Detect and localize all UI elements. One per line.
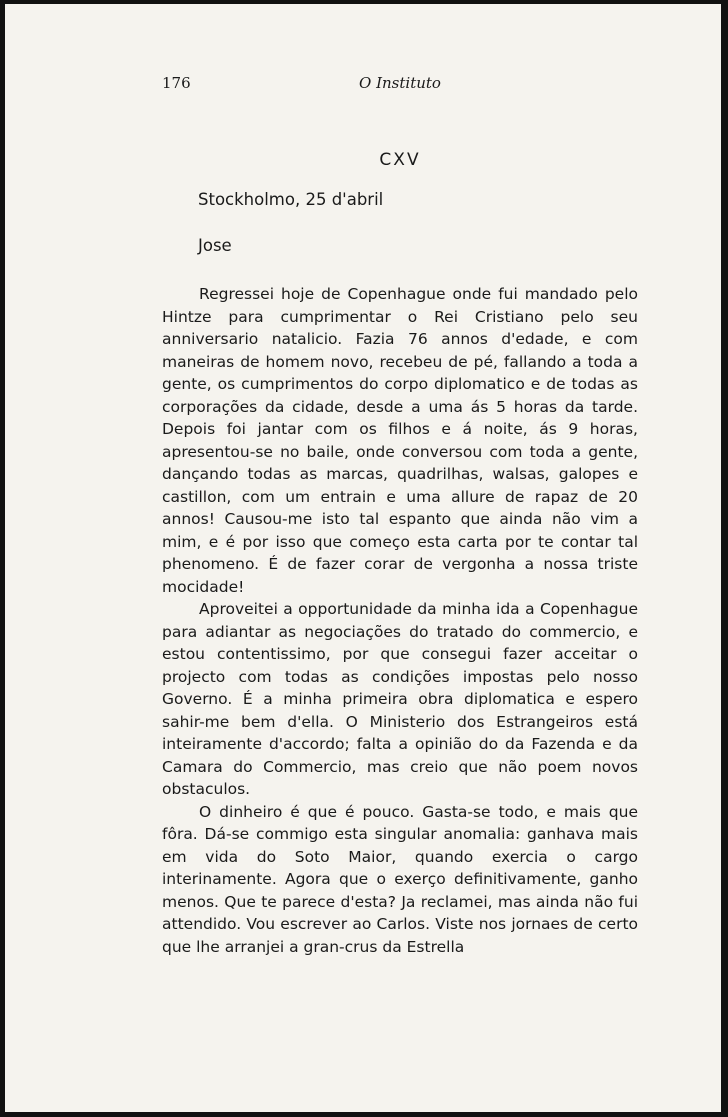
- letter-body: [162, 283, 638, 958]
- letter-place-date: Stockholmo, 25 d'abril: [198, 190, 384, 209]
- paragraph: Aproveitei a opportunidade da minha ida a Copenhague para adiantar as negociações do tratado do commercio, e estou contentissimo, por que consegui fazer acceitar o projecto com todas as condições impostas pelo nosso Governo. É a minha primeira obra diplomatica e espero sahir-me bem d'ella. O Ministerio dos Estrangeiros está inteiramente d'accordo; falta a opinião do da Fazenda e da Camara do Commercio, mas creio que não poem novos obstaculos.: [162, 600, 638, 798]
- letter-salutation: Jose: [198, 236, 232, 255]
- paragraph: O dinheiro é que é pouco. Gasta-se todo, e mais que fôra. Dá-se commigo esta singular anomalia: ganhava mais em vida do Soto Maior, quando exercia o cargo interinamente. Agora que o exerço definitivamente, ganho menos. Que te parece d'esta? Ja reclamei, mas ainda não fui attendido. Vou escrever ao Carlos. Viste nos jornaes de certo que lhe arranjei a gran-crus da Estrella: [162, 802, 638, 956]
- letter-number: CXV: [379, 150, 421, 170]
- running-title: O Instituto: [359, 74, 441, 92]
- page-number: 176: [162, 74, 191, 92]
- page-header: [162, 74, 638, 98]
- paragraph: Regressei hoje de Copenhague onde fui mandado pelo Hintze para cumprimentar o Rei Cristiano pelo seu anniversario natalicio. Fazia 76 annos d'edade, e com maneiras de homem novo, recebeu de pé, fallando a toda a gente, os cumprimentos do corpo diplomatico e de todas as corporações da cidade, desde a uma ás 5 horas da tarde. Depois foi jantar com os filhos e á noite, ás 9 horas, apresentou-se no baile, onde conversou com toda a gente, dançando todas as marcas, quadrilhas, walsas, galopes e castillon, com um entrain e uma allure de rapaz de 20 annos! Causou-me isto tal espanto que ainda não vim a mim, e é por isso que começo esta carta por te contar tal phenomeno. É de fazer corar de vergonha a nossa triste mocidade!: [162, 285, 638, 596]
